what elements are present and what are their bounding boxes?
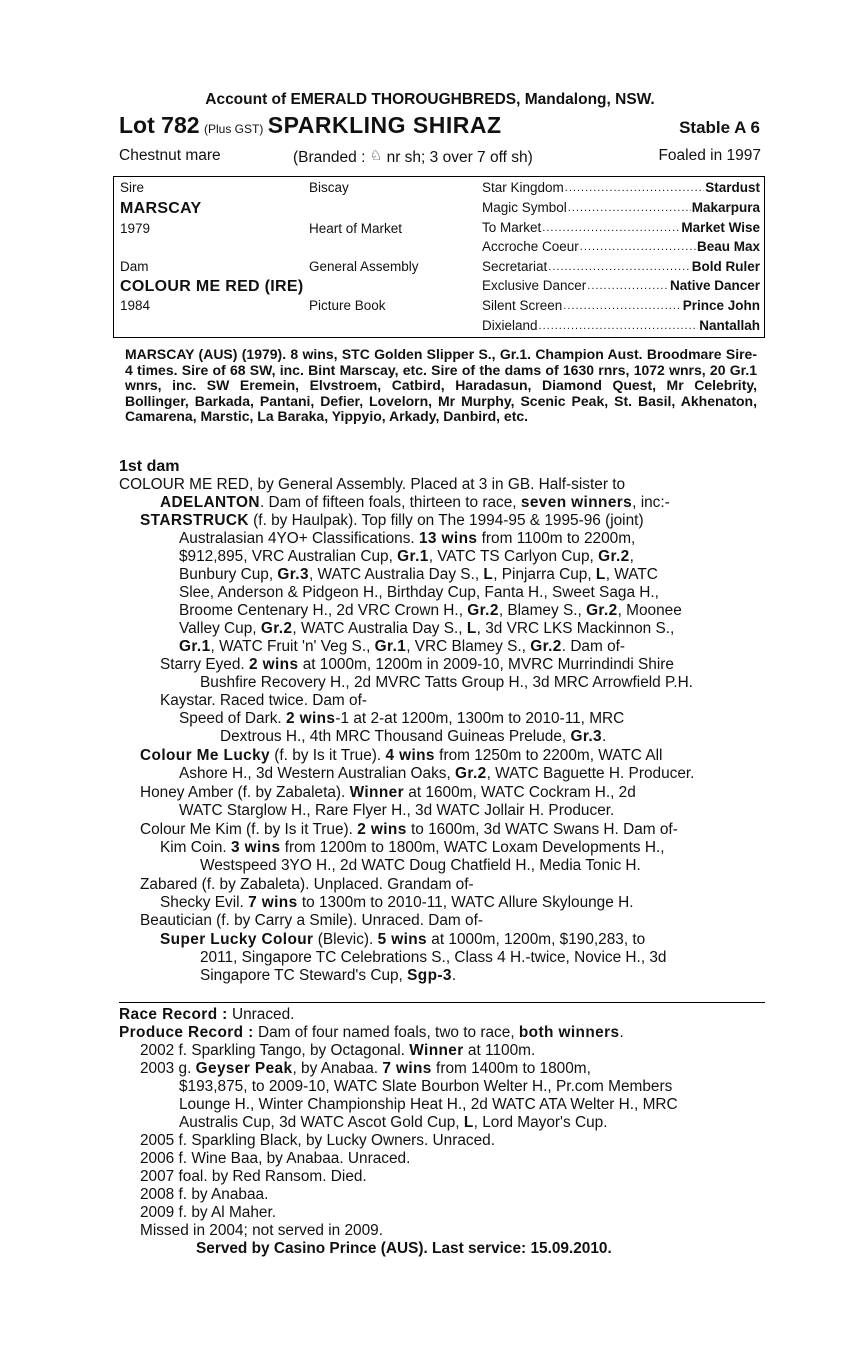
- wins-count: 5 wins: [377, 931, 428, 948]
- produce-line: [179, 1114, 607, 1132]
- grade: Gr.1: [374, 638, 407, 655]
- progeny-line: Zabared (f. by Zabaleta). Unplaced. Grandam of-: [140, 876, 474, 893]
- wins-count: 7 wins: [382, 1060, 432, 1077]
- produce-text: .: [619, 1024, 624, 1041]
- ggp-sire: Dixieland: [482, 318, 538, 333]
- produce-text: at 1100m.: [463, 1042, 536, 1059]
- vendor-line: Account of EMERALD THOROUGHBREDS, Mandalong, NSW.: [205, 91, 655, 108]
- produce-text: Australis Cup, 3d WATC Ascot Gold Cup,: [179, 1114, 464, 1131]
- grade: Gr.3: [570, 728, 602, 745]
- brand-suffix: nr sh; 3 over 7 off sh): [386, 149, 533, 166]
- grade: Gr.2: [586, 602, 618, 619]
- progeny-text: Ashore H., 3d Western Australian Oaks,: [179, 765, 456, 782]
- progeny-text: to 1300m to 2010-11, WATC Allure Skylounge H.: [297, 894, 634, 911]
- produce-text: from 1400m to 1800m,: [431, 1060, 591, 1077]
- leader-dots: [565, 180, 704, 197]
- great-grandparent: [482, 278, 760, 295]
- dam-text: , inc:-: [632, 494, 670, 511]
- grade: L: [466, 620, 477, 637]
- produce-line: $193,875, to 2009-10, WATC Slate Bourbon Welter H., Pr.com Members: [179, 1078, 673, 1095]
- leader-dots: [563, 298, 681, 315]
- progeny-line: Kaystar. Raced twice. Dam of-: [160, 692, 367, 709]
- progeny-text: , WATC Fruit 'n' Veg S.,: [210, 638, 375, 655]
- lot-number: Lot 782: [119, 112, 200, 138]
- great-grandparent: [482, 298, 760, 315]
- produce-line: 2006 f. Wine Baa, by Anabaa. Unraced.: [140, 1150, 411, 1167]
- produce-line: 2005 f. Sparkling Black, by Lucky Owners. Unraced.: [140, 1132, 496, 1149]
- progeny-text: Honey Amber (f. by Zabaleta).: [140, 784, 350, 801]
- produce-line: [140, 1060, 591, 1078]
- progeny-line: [179, 620, 674, 638]
- produce-text: 2003 g.: [140, 1060, 196, 1077]
- wins-count: 2 wins: [248, 656, 299, 673]
- leader-dots: [587, 278, 669, 295]
- produce-record: [119, 1024, 624, 1042]
- grade: Gr.2: [598, 548, 630, 565]
- ggp-sire: Star Kingdom: [482, 180, 564, 195]
- progeny-text: , WATC Australia Day S.,: [308, 566, 484, 583]
- grade: Gr.2: [260, 620, 293, 637]
- progeny-text: -1 at 2-at 1200m, 1300m to 2010-11, MRC: [335, 710, 625, 727]
- lot-line: [119, 112, 760, 140]
- sire-summary: MARSCAY (AUS) (1979). 8 wins, STC Golden Slipper S., Gr.1. Champion Aust. Broodmare Sire-4 times. Sire of 68 SW, inc. Bint Marscay, etc. Sire of the dams of 1630 rnrs, 1072 wnrs, 20 Gr.1 wnrs, inc. SW Eremein, Elvstroem, Catbird, Haradasun, Diamond Quest, Mr Celebrity, Bollinger, Barkada, Pantani, Defier, Lovelorn, Mr Murphy, Scenic Peak, St. Basil, Akhenaton, Camarena, Marstic, La Baraka, Yippyio, Arkady, Danbird, etc.: [125, 346, 757, 424]
- produce-line: Lounge H., Winter Championship Heat H., 2d WATC ATA Welter H., MRC: [179, 1096, 678, 1113]
- progeny-line: [179, 548, 634, 566]
- progeny-text: from 1100m to 2200m,: [477, 530, 636, 547]
- progeny-name: Colour Me Lucky: [140, 747, 270, 764]
- progeny-line: [160, 931, 645, 949]
- great-grandparent: [482, 259, 760, 276]
- progeny-text: , WATC: [605, 566, 658, 583]
- progeny-name: Geyser Peak: [195, 1060, 293, 1077]
- leader-dots: [568, 200, 691, 217]
- dam-line: [160, 494, 670, 512]
- progeny-text: at 1600m, WATC Cockram H., 2d: [404, 784, 636, 801]
- ggp-sire: To Market: [482, 220, 542, 235]
- great-grandparent: [482, 239, 760, 256]
- progeny-line: [179, 765, 694, 783]
- brand-icon: ♘: [369, 147, 383, 163]
- ggp-sire: Accroche Coeur: [482, 239, 579, 254]
- grade: L: [595, 566, 606, 583]
- progeny-text: at 1000m, 1200m, $190,283, to: [427, 931, 646, 948]
- produce-text: 2002 f. Sparkling Tango, by Octagonal.: [140, 1042, 410, 1059]
- progeny-text: Australasian 4YO+ Classifications.: [179, 530, 419, 547]
- wins-count: 2 wins: [285, 710, 336, 727]
- brand-prefix: (Branded :: [293, 149, 366, 166]
- progeny-line: [220, 728, 606, 746]
- progeny-text: Dextrous H., 4th MRC Thousand Guineas Prelude,: [220, 728, 571, 745]
- grade: Gr.2: [455, 765, 487, 782]
- progeny-name: Super Lucky Colour: [160, 931, 314, 948]
- dam-sire: General Assembly: [309, 259, 419, 274]
- progeny-text: $912,895, VRC Australian Cup,: [179, 548, 398, 565]
- progeny-text: Shecky Evil.: [160, 894, 249, 911]
- winners-count: seven winners: [520, 494, 633, 511]
- half-sibling-name: ADELANTON: [160, 494, 260, 511]
- progeny-text: Kim Coin.: [160, 839, 231, 856]
- produce-record-label: Produce Record :: [119, 1024, 254, 1041]
- produce-line: 2009 f. by Al Maher.: [140, 1204, 277, 1221]
- ggp-dam: Beau Max: [696, 239, 760, 254]
- grade: Gr.2: [467, 602, 499, 619]
- ggp-dam: Market Wise: [681, 220, 760, 235]
- grade: L: [463, 1114, 474, 1131]
- progeny-text: Broome Centenary H., 2d VRC Crown H.,: [179, 602, 468, 619]
- progeny-text: , VATC TS Carlyon Cup,: [428, 548, 599, 565]
- ggp-dam: Stardust: [705, 180, 760, 195]
- progeny-text: Bunbury Cup,: [179, 566, 278, 583]
- progeny-line: [200, 967, 456, 985]
- progeny-text: , VRC Blamey S.,: [406, 638, 531, 655]
- progeny-line: Beautician (f. by Carry a Smile). Unraced. Dam of-: [140, 912, 483, 929]
- ggp-dam: Bold Ruler: [691, 259, 760, 274]
- ggp-sire: Silent Screen: [482, 298, 563, 313]
- progeny-text: , 3d VRC LKS Mackinnon S.,: [476, 620, 675, 637]
- great-grandparent: [482, 318, 760, 335]
- progeny-text: Starry Eyed.: [160, 656, 249, 673]
- ggp-dam: Prince John: [682, 298, 760, 313]
- progeny-text: to 1600m, 3d WATC Swans H. Dam of-: [406, 821, 678, 838]
- progeny-text: Valley Cup,: [179, 620, 261, 637]
- horse-info-line: [119, 147, 761, 167]
- sire-sire: Biscay: [309, 180, 349, 195]
- great-grandparent: [482, 180, 760, 197]
- progeny-text: ,: [629, 548, 634, 565]
- gst-note: (Plus GST): [203, 122, 264, 136]
- produce-line: [140, 1042, 535, 1060]
- leader-dots: [548, 259, 690, 276]
- race-record-label: Race Record :: [119, 1006, 228, 1023]
- sire-dam: Heart of Market: [309, 221, 403, 236]
- grade: L: [483, 566, 494, 583]
- produce-record-value: Dam of four named foals, two to race,: [253, 1024, 519, 1041]
- wins-count: 3 wins: [231, 839, 281, 856]
- ggp-dam: Makarpura: [691, 200, 760, 215]
- ggp-dam: Native Dancer: [669, 278, 760, 293]
- progeny-text: , Blamey S.,: [498, 602, 587, 619]
- progeny-line: [179, 566, 658, 584]
- progeny-line: [140, 512, 644, 530]
- dam-line: COLOUR ME RED, by General Assembly. Placed at 3 in GB. Half-sister to: [119, 476, 626, 493]
- progeny-text: from 1200m to 1800m, WATC Loxam Developments H.,: [280, 839, 665, 856]
- progeny-line: [179, 638, 625, 656]
- grade: Sgp-3: [407, 967, 452, 984]
- leader-dots: [580, 239, 696, 256]
- wins-count: 2 wins: [357, 821, 407, 838]
- progeny-text: , Moonee: [617, 602, 682, 619]
- brand-description: [293, 147, 533, 167]
- dam-text: . Dam of fifteen foals, thirteen to race,: [259, 494, 521, 511]
- progeny-line: [179, 602, 682, 620]
- progeny-line: Slee, Anderson & Pidgeon H., Birthday Cup, Fanta H., Sweet Saga H.,: [179, 584, 659, 601]
- both-winners: both winners: [518, 1024, 620, 1041]
- leader-dots: [539, 318, 699, 335]
- progeny-line: [160, 839, 665, 857]
- ggp-sire: Exclusive Dancer: [482, 278, 587, 293]
- great-grandparent: [482, 200, 760, 217]
- great-grandparent: [482, 220, 760, 237]
- progeny-text: .: [451, 967, 457, 984]
- progeny-line: [179, 530, 635, 548]
- progeny-text: , WATC Baguette H. Producer.: [486, 765, 695, 782]
- grade: Gr.1: [397, 548, 429, 565]
- produce-text: , Lord Mayor's Cup.: [473, 1114, 608, 1131]
- progeny-text: Singapore TC Steward's Cup,: [200, 967, 408, 984]
- section-divider: [119, 1002, 765, 1003]
- progeny-text: (f. by Haulpak). Top filly on The 1994-95 & 1995-96 (joint): [248, 512, 644, 529]
- progeny-text: Speed of Dark.: [179, 710, 286, 727]
- first-dam-heading: 1st dam: [119, 458, 180, 475]
- progeny-text: (f. by Is it True).: [270, 747, 386, 764]
- horse-name: SPARKLING SHIRAZ: [267, 112, 502, 138]
- sire-name: MARSCAY: [120, 200, 202, 217]
- wins-count: Winner: [349, 784, 404, 801]
- progeny-text: at 1000m, 1200m in 2009-10, MVRC Murrindindi Shire: [298, 656, 674, 673]
- progeny-line: [140, 821, 678, 839]
- progeny-text: , Pinjarra Cup,: [493, 566, 596, 583]
- progeny-line: [140, 784, 636, 802]
- progeny-text: (Blevic).: [313, 931, 378, 948]
- progeny-line: Westspeed 3YO H., 2d WATC Doug Chatfield H., Media Tonic H.: [200, 857, 641, 874]
- produce-line: 2008 f. by Anabaa.: [140, 1186, 269, 1203]
- progeny-line: [160, 656, 674, 674]
- served-line: Served by Casino Prince (AUS). Last service: 15.09.2010.: [196, 1240, 612, 1257]
- progeny-text: , WATC Australia Day S.,: [292, 620, 467, 637]
- wins-count: 7 wins: [248, 894, 298, 911]
- pedigree-table: [113, 176, 765, 338]
- produce-text: , by Anabaa.: [292, 1060, 383, 1077]
- race-record-value: Unraced.: [227, 1006, 295, 1023]
- progeny-line: [160, 894, 633, 912]
- progeny-line: WATC Starglow H., Rare Flyer H., 3d WATC Jollair H. Producer.: [179, 802, 615, 819]
- leader-dots: [542, 220, 680, 237]
- progeny-line: 2011, Singapore TC Celebrations S., Class 4 H.-twice, Novice H., 3d: [200, 949, 667, 966]
- progeny-name: STARSTRUCK: [140, 512, 249, 529]
- progeny-text: . Dam of-: [561, 638, 626, 655]
- colour-sex: Chestnut mare: [119, 147, 221, 164]
- progeny-line: [179, 710, 624, 728]
- grade: Gr.1: [179, 638, 211, 655]
- ggp-dam: Nantallah: [699, 318, 760, 333]
- produce-line: 2007 foal. by Red Ransom. Died.: [140, 1168, 367, 1185]
- stable-location: Stable A 6: [679, 118, 760, 137]
- ggp-sire: Magic Symbol: [482, 200, 567, 215]
- progeny-text: .: [602, 728, 607, 745]
- sire-label: Sire: [120, 180, 145, 195]
- wins-count: 13 wins: [418, 530, 478, 547]
- dam-year: 1984: [120, 298, 151, 313]
- dam-dam: Picture Book: [309, 298, 386, 313]
- dam-label: Dam: [120, 259, 149, 274]
- grade: Gr.2: [530, 638, 562, 655]
- produce-line: Missed in 2004; not served in 2009.: [140, 1222, 383, 1239]
- wins-count: Winner: [409, 1042, 464, 1059]
- grade: Gr.3: [277, 566, 309, 583]
- sire-year: 1979: [120, 221, 151, 236]
- race-record: [119, 1006, 294, 1024]
- foaled-year: Foaled in 1997: [658, 147, 761, 164]
- wins-count: 4 wins: [385, 747, 435, 764]
- ggp-sire: Secretariat: [482, 259, 548, 274]
- progeny-text: from 1250m to 2200m, WATC All: [434, 747, 663, 764]
- progeny-line: [140, 747, 662, 765]
- progeny-line: Bushfire Recovery H., 2d MVRC Tatts Group H., 3d MRC Arrowfield P.H.: [200, 674, 693, 691]
- progeny-text: Colour Me Kim (f. by Is it True).: [140, 821, 358, 838]
- dam-name: COLOUR ME RED (IRE): [120, 278, 304, 295]
